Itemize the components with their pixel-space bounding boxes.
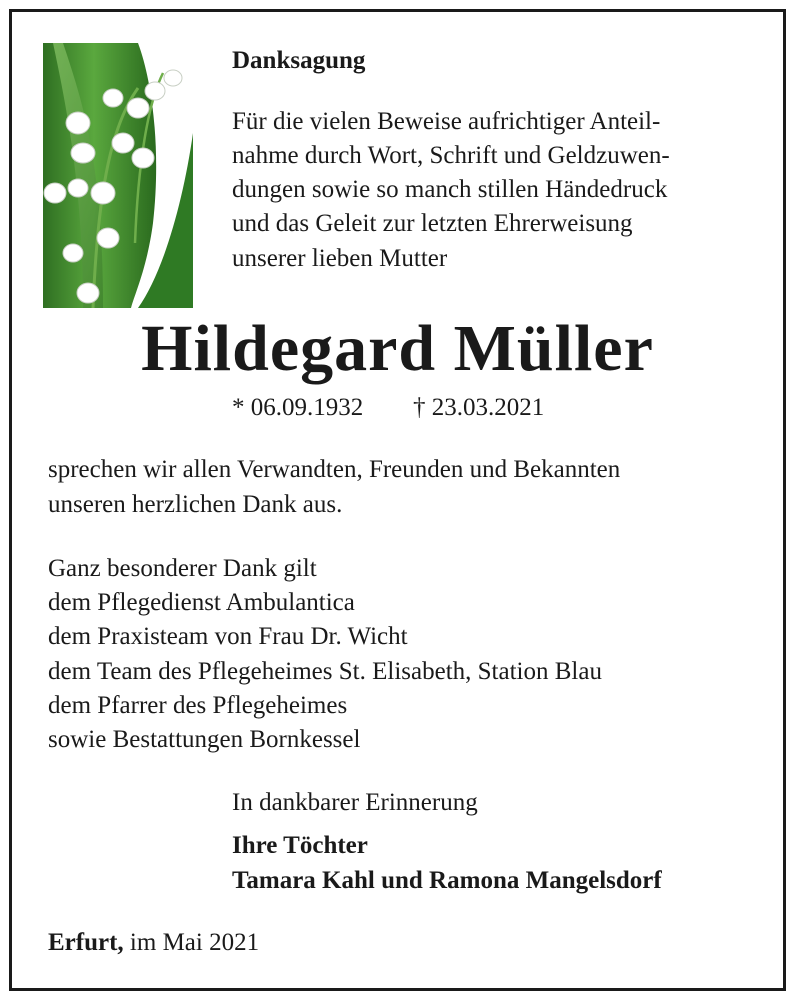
- intro-line: unserer lieben Mutter: [232, 245, 448, 272]
- signer-line: Tamara Kahl und Ramona Mangelsdorf: [232, 867, 662, 894]
- deceased-name: Hildegard Müller: [141, 312, 654, 385]
- special-thanks-line: dem Pflegedienst Ambulantica: [48, 589, 355, 616]
- special-thanks-line: dem Pfarrer des Pflegeheimes: [48, 692, 348, 719]
- place: Erfurt,: [48, 929, 124, 956]
- thanks-line: unseren herzlichen Dank aus.: [48, 491, 343, 518]
- intro-line: und das Geleit zur letzten Ehrerweisung: [232, 210, 633, 237]
- special-thanks-line: Ganz besonderer Dank gilt: [48, 555, 317, 582]
- intro-line: nahme durch Wort, Schrift und Geldzuwen-: [232, 142, 670, 169]
- intro-line: Für die vielen Beweise aufrichtiger Anteil-: [232, 108, 661, 135]
- intro-line: dungen sowie so manch stillen Händedruck: [232, 176, 668, 203]
- birth-date: * 06.09.1932: [232, 394, 364, 421]
- signer-line: Ihre Töchter: [232, 832, 368, 859]
- heading: Danksagung: [232, 47, 366, 74]
- thanks-line: sprechen wir allen Verwandten, Freunden und Bekannten: [48, 456, 621, 483]
- place-date: [48, 926, 259, 960]
- special-thanks-line: sowie Bestattungen Bornkessel: [48, 726, 361, 753]
- special-thanks-line: dem Team des Pflegeheimes St. Elisabeth, Station Blau: [48, 658, 602, 685]
- special-thanks-line: dem Praxisteam von Frau Dr. Wicht: [48, 623, 408, 650]
- lily-of-the-valley-icon: [43, 43, 193, 308]
- closing: In dankbarer Erinnerung: [232, 789, 478, 816]
- death-date: † 23.03.2021: [413, 394, 545, 421]
- date: im Mai 2021: [129, 929, 260, 956]
